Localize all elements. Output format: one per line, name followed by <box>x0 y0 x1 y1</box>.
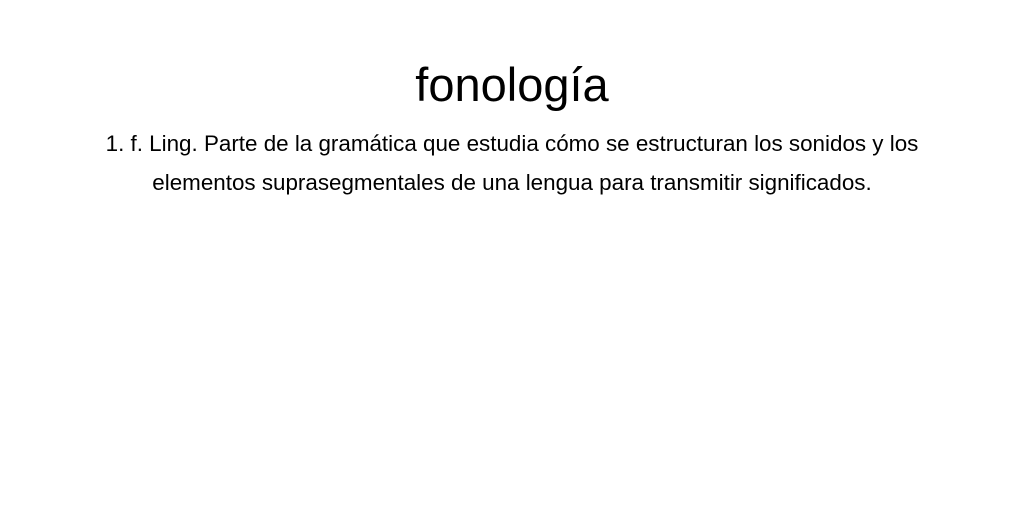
entry-term: fonología <box>415 58 609 111</box>
entry-definition: 1. f. Ling. Parte de la gramática que estudia cómo se estructuran los sonidos y los elementos suprasegmentales de una lengua para transmitir significados. <box>105 131 919 195</box>
